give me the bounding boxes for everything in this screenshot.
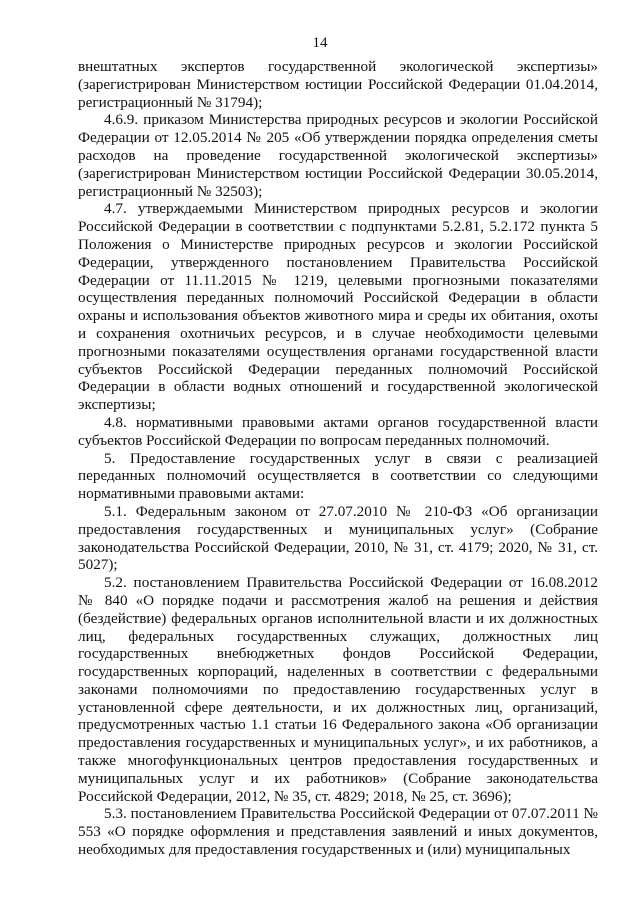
paragraph-4-8: 4.8. нормативными правовыми актами органов государственной власти субъектов Российской Федерации по вопросам переданных полномочий.	[78, 413, 598, 449]
paragraph-4-7: 4.7. утверждаемыми Министерством природных ресурсов и экологии Российской Федерации в соответствии с подпунктами 5.2.81, 5.2.172 пункта 5 Положения о Министерстве природных ресурсов и экологии Российской Федерации, утвержденного постановлением Правительства Российской Федерации от 11.11.2015 № 1219, целевыми прогнозными показателями осуществления переданных полномочий Российской Федерации в области охраны и использования объектов животного мира и среды их обитания, охоты и сохранения охотничьих ресурсов, и в случае необходимости целевыми прогнозными показателями осуществления органами государственной власти субъектов Российской Федерации переданных полномочий Российской Федерации в области водных отношений и государственной экологической экспертизы;	[78, 200, 598, 414]
paragraph-continuation: внештатных экспертов государственной экологической экспертизы» (зарегистрирован Министерством юстиции Российской Федерации 01.04.2014, регистрационный № 31794);	[78, 58, 598, 111]
paragraph-5-3: 5.3. постановлением Правительства Российской Федерации от 07.07.2011 № 553 «О порядке оформления и представления заявлений и иных документов, необходимых для предоставления государственных и (или) муниципальных	[78, 805, 598, 859]
paragraph-5-2: 5.2. постановлением Правительства Российской Федерации от 16.08.2012 № 840 «О порядке подачи и рассмотрения жалоб на решения и действия (бездействие) федеральных органов исполнительной власти и их должностных лиц, федеральных государственных служащих, должностных лиц государственных внебюджетных фондов Российской Федерации, государственных корпораций, наделенных в соответствии с федеральными законами полномочиями по предоставлению государственных услуг в установленной сфере деятельности, и их должностных лиц, организаций, предусмотренных частью 1.1 статьи 16 Федерального закона «Об организации предоставления государственных и муниципальных услуг», и их работников, а также многофункциональных центров предоставления государственных и муниципальных услуг и их работников» (Собрание законодательства Российской Федерации, 2012, № 35, ст. 4829; 2018, № 25, ст. 3696);	[78, 574, 598, 805]
paragraph-5: 5. Предоставление государственных услуг в связи с реализацией переданных полномочий осуществляется в соответствии со следующими нормативными правовыми актами:	[78, 449, 598, 503]
paragraph-4-6-9: 4.6.9. приказом Министерства природных ресурсов и экологии Российской Федерации от 12.05.2014 № 205 «Об утверждении порядка определения сметы расходов на проведение государственной экологической экспертизы» (зарегистрирован Министерством юстиции Российской Федерации 30.05.2014, регистрационный № 32503);	[78, 111, 598, 200]
paragraph-5-1: 5.1. Федеральным законом от 27.07.2010 № 210-ФЗ «Об организации предоставления государственных и муниципальных услуг» (Собрание законодательства Российской Федерации, 2010, № 31, ст. 4179; 2020, № 31, ст. 5027);	[78, 502, 598, 574]
document-body	[78, 58, 598, 859]
page-number: 14	[312, 35, 328, 51]
